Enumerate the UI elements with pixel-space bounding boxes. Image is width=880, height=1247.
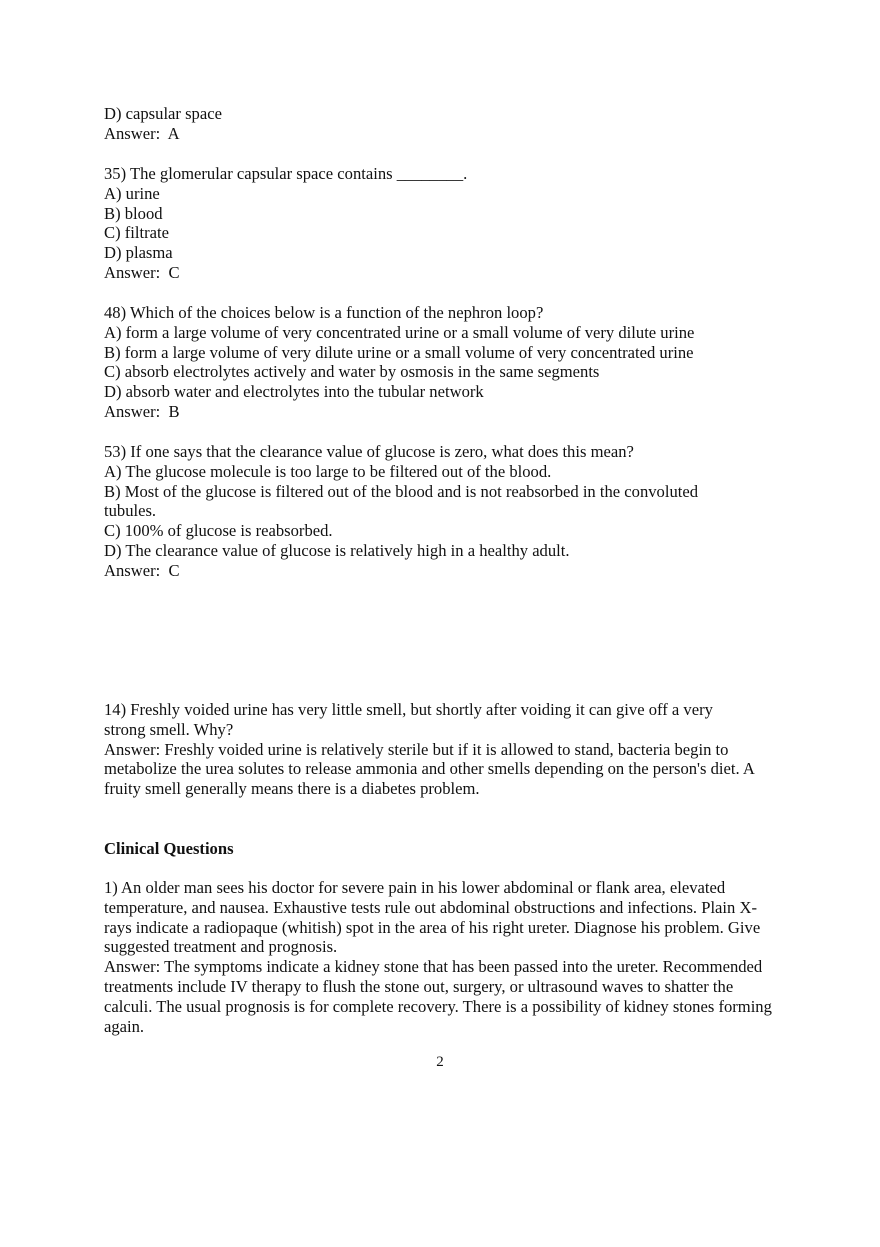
option-d: D) absorb water and electrolytes into the tubular network [104, 382, 484, 402]
answer: Answer: C [104, 560, 180, 580]
option-b: B) form a large volume of very dilute urine or a small volume of very concentrated urine [104, 342, 694, 362]
option-a: A) form a large volume of very concentrated urine or a small volume of very dilute urine [104, 322, 695, 342]
answer: Answer: A [104, 123, 180, 143]
question-text: 1) An older man sees his doctor for severe pain in his lower abdominal or flank area, elevated temperature, and nausea. Exhaustive tests rule out abdominal obstructions and infections. Plain X-rays indicate a radiopaque (whitish) spot in the area of his right ureter. Diagnose his problem. Give suggested treatment and prognosis. [104, 878, 761, 957]
option-c: C) 100% of glucose is reabsorbed. [104, 521, 333, 541]
option-c: C) absorb electrolytes actively and water by osmosis in the same segments [104, 362, 600, 382]
question-fragment [104, 104, 784, 144]
option-b: B) Most of the glucose is filtered out of the blood and is not reabsorbed in the convoluted tubules. [104, 481, 699, 521]
option-a: A) urine [104, 183, 160, 203]
question-text: 14) Freshly voided urine has very little smell, but shortly after voiding it can give off a very strong smell. Why? [104, 700, 713, 739]
option-d: D) plasma [104, 243, 173, 263]
question-text: 53) If one says that the clearance value of glucose is zero, what does this mean? [104, 442, 634, 461]
section-heading: Clinical Questions [104, 839, 234, 858]
question-text: 48) Which of the choices below is a function of the nephron loop? [104, 303, 544, 322]
option-d: D) capsular space [104, 104, 222, 123]
answer: Answer: The symptoms indicate a kidney stone that has been passed into the ureter. Recommended treatments include IV therapy to flush the stone out, surgery, or ultrasound waves to shatter the calculi. The usual prognosis is for complete recovery. There is a possibility of kidney stones forming again. [104, 957, 772, 1036]
option-d: D) The clearance value of glucose is relatively high in a healthy adult. [104, 540, 570, 560]
question-14 [104, 700, 784, 799]
option-a: A) The glucose molecule is too large to be filtered out of the blood. [104, 461, 552, 481]
option-b: B) blood [104, 203, 163, 223]
clinical-question-1 [104, 878, 784, 1036]
answer: Answer: C [104, 262, 180, 282]
question-53 [104, 442, 784, 581]
option-c: C) filtrate [104, 223, 169, 243]
question-35 [104, 164, 784, 283]
answer: Answer: B [104, 401, 180, 421]
question-text: 35) The glomerular capsular space contains ________. [104, 164, 468, 183]
question-48 [104, 303, 784, 422]
answer: Answer: Freshly voided urine is relatively sterile but if it is allowed to stand, bacteria begin to metabolize the urea solutes to release ammonia and other smells depending on the person's diet. A fruity smell generally means there is a diabetes problem. [104, 739, 754, 799]
page-number: 2 [436, 1054, 444, 1070]
